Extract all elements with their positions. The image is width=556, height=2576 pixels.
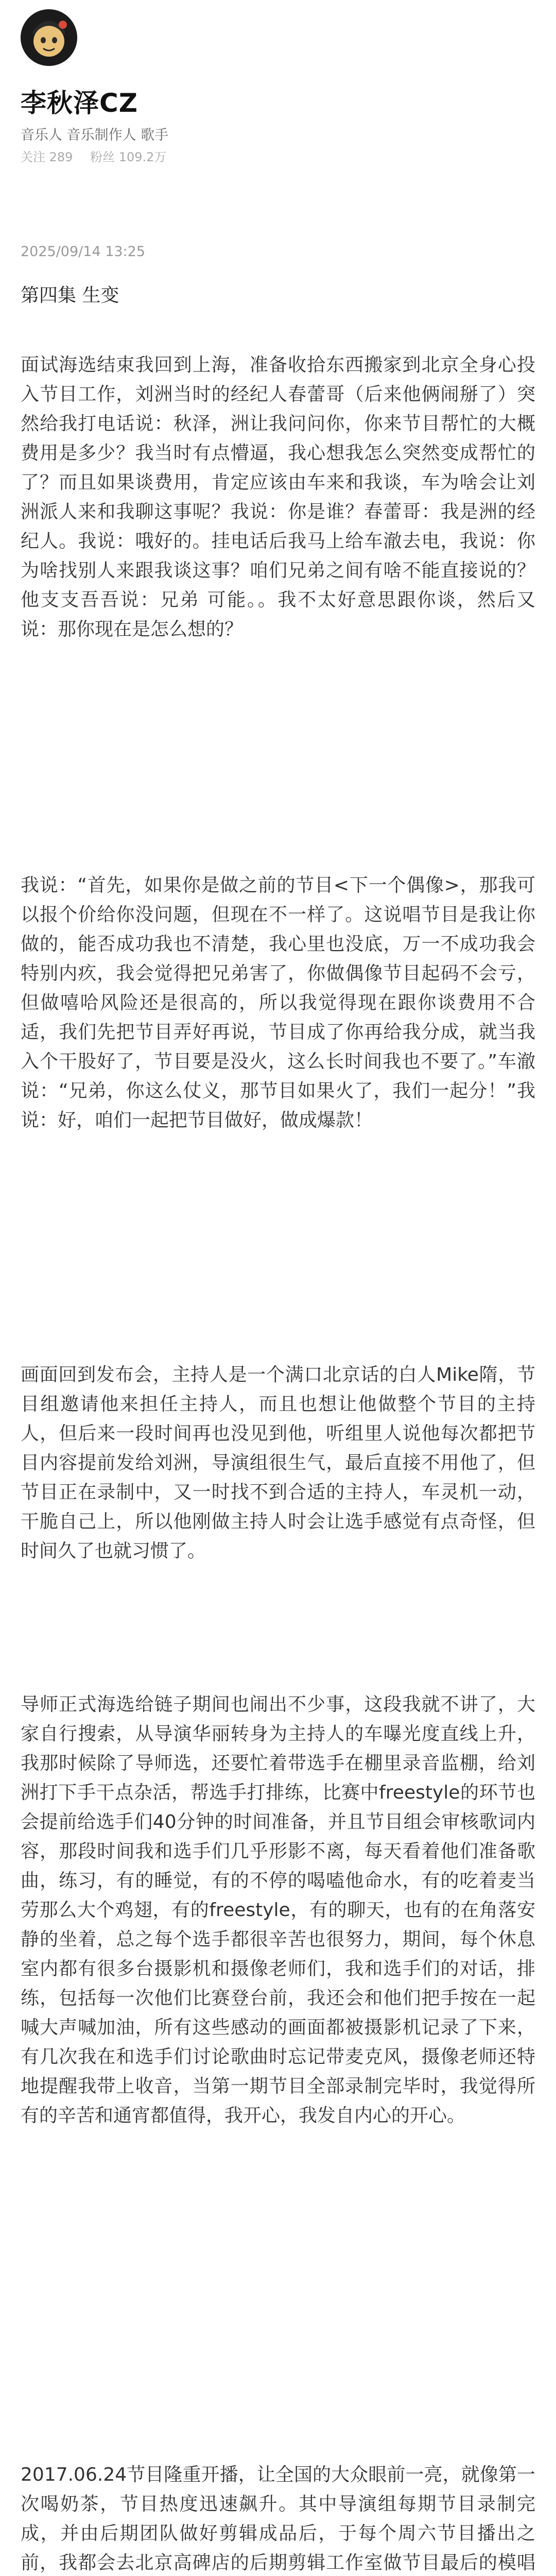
paragraph: 我说：“首先，如果你是做之前的节目<下一个偶像>，那我可以报个价给你没问题，但现在不一样了。这说唱节目是我让你做的，能否成功我也不清楚，我心里也没底，万一不成功我会特别内疚，我会觉得把兄弟害了，你做偶像节目起码不会亏，但做嘻哈风险还是很高的，所以我觉得现在跟你谈费用不合适，我们先把节目弄好再说，节目成了你再给我分成，就当我入个干股好了，节目要是没火，这么长时间我也不要了。”车澈说：“兄弟，你这么仗义，那节目如果火了，我们一起分！”我说：好，咱们一起把节目做好，做成爆款！ [21,875,535,1131]
paragraph: 面试海选结束我回到上海，准备收拾东西搬家到北京全身心投入节目工作，刘洲当时的经纪人春蕾哥（后来他俩闹掰了）突然给我打电话说：秋泽，洲让我问问你，你来节目帮忙的大概费用是多少？我当时有点懵逼，我心想我怎么突然变成帮忙的了？而且如果谈费用，肯定应该由车来和我谈，车为啥会让刘洲派人来和我聊这事呢？我说：你是谁？春蕾哥：我是洲的经纪人。我说：哦好的。挂电话后我马上给车澈去电，我说：你为啥找别人来跟我谈这事？咱们兄弟之间有啥不能直接说的？他支支吾吾说：兄弟 可能。。我不太好意思跟你谈，然后又说：那你现在是怎么想的？ [21,354,535,640]
paragraph: 2017.06.24节目隆重开播，让全国的大众眼前一亮，就像第一次喝奶茶，节目热度迅速飙升。其中导演组每期节目录制完成，并由后期团队做好剪辑成品后，于每个周六节目播出之前，我都会去北京高碑店的后期剪辑工作室做节目最后的模唱 [21,2464,535,2573]
post-timestamp: 2025/09/14 13:25 [21,244,146,260]
avatar[interactable] [21,9,77,66]
chapter-title: 第四集 生变 [21,285,119,306]
paragraph: 画面回到发布会，主持人是一个满口北京话的白人Mike隋，节目组邀请他来担任主持人，而且也想让他做整个节目的主持人，但后来一段时间再也没见到他，听组里人说他每次都把节目内容提前发给刘洲，导演组很生气，最后直接不用他了，但节目正在录制中，又一时找不到合适的主持人，车灵机一动，干脆自己上，所以他刚做主持人时会让选手感觉有点奇怪，但时间久了也就习惯了。 [21,1364,535,1562]
author-name[interactable]: 李秋泽CZ [21,88,138,118]
author-tags: 音乐人 音乐制作人 歌手 [21,127,169,143]
following-count[interactable]: 关注 289 [21,150,73,164]
paragraph: 导师正式海选给链子期间也闹出不少事，这段我就不讲了，大家自行搜索，从导演华丽转身为主持人的车曝光度直线上升，我那时候除了导师选，还要忙着带选手在棚里录音监棚，给刘洲打下手干点杂活，帮选手打排练，比赛中freestyle的环节也会提前给选手们40分钟的时间准备，并且节目组会审核歌词内容，那段时间我和选手们几乎形影不离，每天看着他们准备歌曲，练习，有的睡觉，有的不停的喝嗑他命水，有的吃着麦当劳那么大个鸡翅，有的freestyle，有的聊天，也有的在角落安静的坐着，总之每个选手都很辛苦也很努力，期间，每个休息室内都有很多台摄影机和摄像老师们，我和选手们的对话，排练，包括每一次他们比赛登台前，我还会和他们把手按在一起喊大声喊加油，所有这些感动的画面都被摄影机记录了下来，有几次我在和选手们讨论歌曲时忘记带麦克风，摄像老师还特地提醒我带上收音，当第一期节目全部录制完毕时，我觉得所有的辛苦和通宵都值得，我开心，我发自内心的开心。 [21,1694,535,2126]
avatar-face-icon [21,9,77,66]
follower-count[interactable]: 粉丝 109.2万 [90,150,167,164]
author-stats [21,147,180,165]
